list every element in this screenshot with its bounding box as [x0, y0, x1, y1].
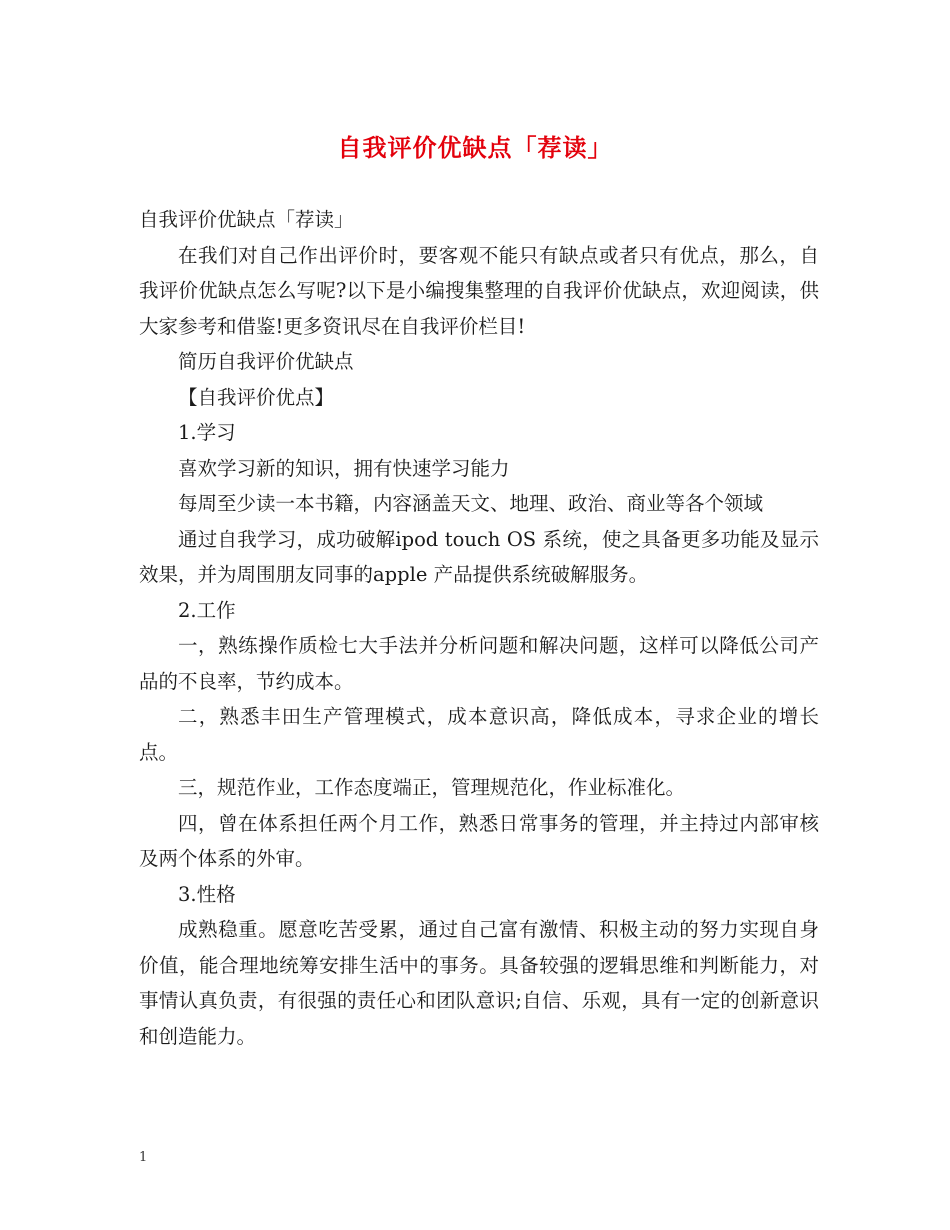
paragraph-12: 四，曾在体系担任两个月工作，熟悉日常事务的管理，并主持过内部审核及两个体系的外审。: [139, 811, 819, 870]
paragraph-14: 成熟稳重。愿意吃苦受累，通过自己富有激情、积极主动的努力实现自身价值，能合理地统筹安排生活中的事务。具备较强的逻辑思维和判断能力，对事情认真负责，有很强的责任心和团队意识;自信、乐观，具有一定的创新意识和创造能力。: [139, 918, 819, 1048]
document-title: 自我评价优缺点「荐读」: [337, 134, 613, 162]
paragraph-7: 通过自我学习，成功破解ipod touch OS 系统，使之具备更多功能及显示效果，并为周围朋友同事的apple 产品提供系统破解服务。: [139, 527, 819, 586]
paragraph-4: 1.学习: [178, 421, 236, 444]
paragraph-2: 简历自我评价优缺点: [178, 350, 354, 373]
paragraph-0: 自我评价优缺点「荐读」: [139, 208, 354, 231]
paragraph-10: 二，熟悉丰田生产管理模式，成本意识高，降低成本，寻求企业的增长点。: [139, 705, 819, 764]
paragraph-6: 每周至少读一本书籍，内容涵盖天文、地理、政治、商业等各个领域: [178, 492, 764, 515]
document-body: [139, 202, 819, 1054]
paragraph-8: 2.工作: [178, 598, 236, 622]
paragraph-9: 一，熟练操作质检七大手法并分析问题和解决问题，这样可以降低公司产品的不良率，节约成本。: [139, 634, 819, 693]
paragraph-11: 三，规范作业，工作态度端正，管理规范化，作业标准化。: [178, 776, 686, 799]
paragraph-3: 【自我评价优点】: [178, 385, 335, 409]
paragraph-13: 3.性格: [178, 882, 236, 906]
paragraph-5: 喜欢学习新的知识，拥有快速学习能力: [178, 456, 510, 480]
paragraph-1: 在我们对自己作出评价时，要客观不能只有缺点或者只有优点，那么，自我评价优缺点怎么写呢?以下是小编搜集整理的自我评价优缺点，欢迎阅读，供大家参考和借鉴!更多资讯尽在自我评价栏目!: [139, 243, 819, 338]
page-number: 1: [139, 1150, 148, 1165]
